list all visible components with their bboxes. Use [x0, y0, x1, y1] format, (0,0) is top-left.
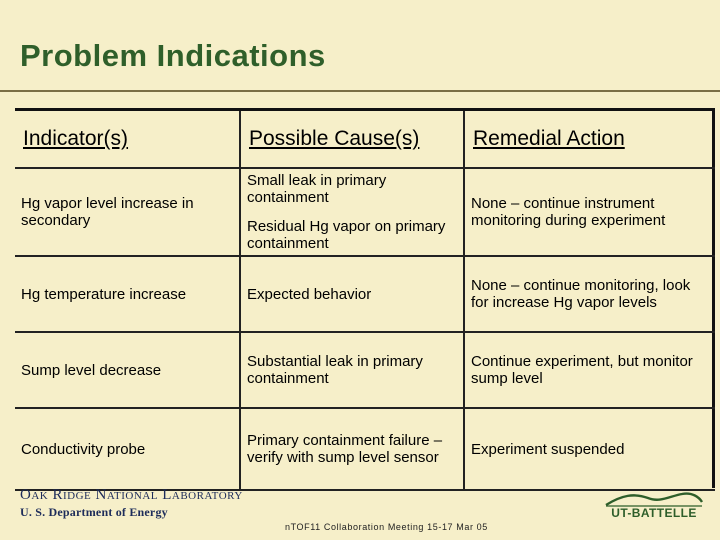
header-remedial-action: Remedial Action: [463, 111, 715, 169]
lab-name: Oak Ridge National Laboratory: [20, 487, 243, 503]
row-1-cause-2: Residual Hg vapor on primary containment: [247, 218, 446, 252]
ut-battelle-logo: [604, 490, 704, 524]
row-1-action: None – continue instrument monitoring during experiment: [463, 169, 715, 257]
meeting-caption: nTOF11 Collaboration Meeting 15-17 Mar 05: [285, 522, 488, 532]
row-2-action: None – continue monitoring, look for increase Hg vapor levels: [463, 257, 715, 333]
indications-table: [15, 108, 715, 488]
row-2-causes: Expected behavior: [239, 257, 463, 333]
row-3-action: Continue experiment, but monitor sump level: [463, 333, 715, 409]
row-1-cause-1: Small leak in primary containment: [247, 172, 387, 206]
row-4-causes: Primary containment failure – verify with sump level sensor: [239, 409, 463, 491]
row-4-action: Experiment suspended: [463, 409, 715, 491]
row-3-causes: Substantial leak in primary containment: [239, 333, 463, 409]
row-1-causes: [239, 169, 463, 257]
title-divider: [0, 90, 720, 92]
row-2-indicator: Hg temperature increase: [15, 257, 239, 333]
row-4-indicator: Conductivity probe: [15, 409, 239, 491]
row-3-indicator: Sump level decrease: [15, 333, 239, 409]
footer-organization: [20, 487, 243, 521]
page-title: Problem Indications: [20, 38, 326, 73]
header-causes: Possible Cause(s): [239, 111, 463, 169]
row-1-indicator: Hg vapor level increase in secondary: [15, 169, 239, 257]
department-name: U. S. Department of Energy: [20, 505, 168, 519]
header-indicators: Indicator(s): [15, 111, 239, 169]
logo-wordmark: UT-BATTELLE: [611, 506, 697, 520]
